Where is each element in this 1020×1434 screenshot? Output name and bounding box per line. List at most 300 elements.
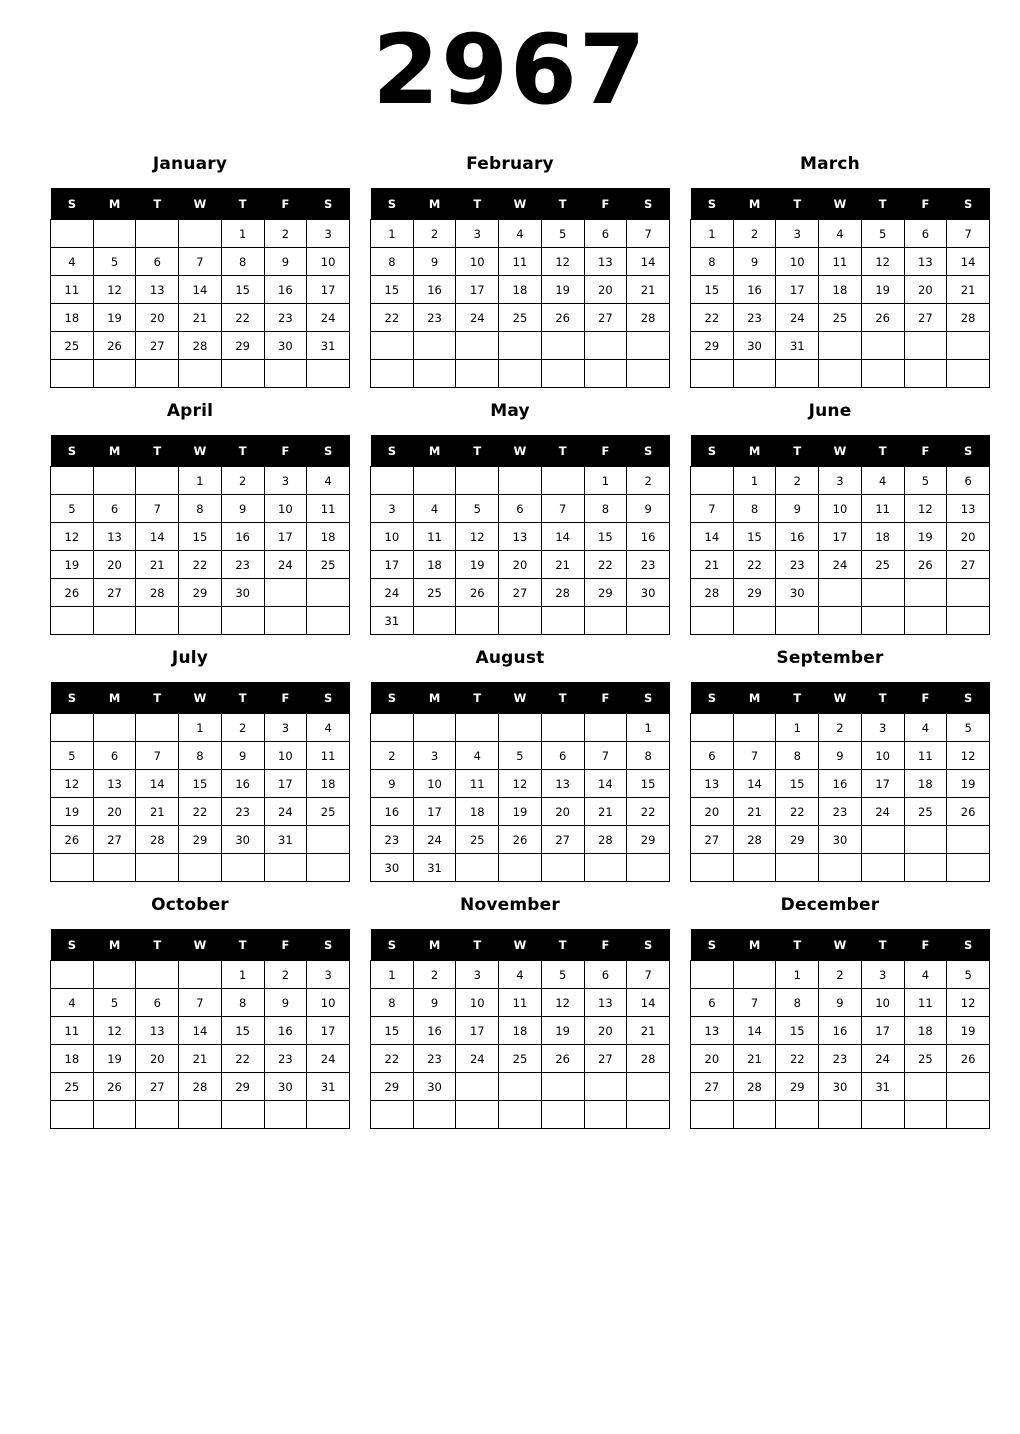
day-cell[interactable]: 29 (221, 1073, 264, 1101)
day-cell[interactable]: 30 (264, 1073, 307, 1101)
day-cell[interactable]: 27 (499, 579, 542, 607)
day-cell[interactable]: 22 (776, 1045, 819, 1073)
day-cell[interactable]: 7 (136, 742, 179, 770)
day-cell[interactable]: 21 (947, 276, 990, 304)
day-cell[interactable]: 16 (819, 1017, 862, 1045)
day-cell[interactable]: 13 (136, 1017, 179, 1045)
day-cell[interactable]: 30 (221, 579, 264, 607)
day-cell[interactable]: 12 (51, 523, 94, 551)
day-cell[interactable]: 1 (691, 220, 734, 248)
day-cell[interactable]: 19 (51, 798, 94, 826)
day-cell[interactable]: 22 (221, 1045, 264, 1073)
day-cell[interactable]: 3 (819, 467, 862, 495)
day-cell[interactable]: 22 (627, 798, 670, 826)
day-cell[interactable]: 5 (93, 248, 136, 276)
day-cell[interactable]: 1 (221, 220, 264, 248)
day-cell[interactable]: 14 (541, 523, 584, 551)
day-cell[interactable]: 7 (179, 989, 222, 1017)
day-cell[interactable]: 13 (584, 989, 627, 1017)
day-cell[interactable]: 30 (776, 579, 819, 607)
day-cell[interactable]: 24 (819, 551, 862, 579)
day-cell[interactable]: 4 (904, 714, 947, 742)
day-cell[interactable]: 8 (371, 989, 414, 1017)
day-cell[interactable]: 6 (93, 495, 136, 523)
day-cell[interactable]: 2 (819, 961, 862, 989)
day-cell[interactable]: 17 (413, 798, 456, 826)
day-cell[interactable]: 2 (776, 467, 819, 495)
day-cell[interactable]: 1 (179, 714, 222, 742)
day-cell[interactable]: 27 (691, 826, 734, 854)
day-cell[interactable]: 8 (776, 742, 819, 770)
day-cell[interactable]: 9 (371, 770, 414, 798)
day-cell[interactable]: 16 (264, 1017, 307, 1045)
day-cell[interactable]: 23 (221, 798, 264, 826)
day-cell[interactable]: 24 (456, 304, 499, 332)
day-cell[interactable]: 31 (307, 1073, 350, 1101)
day-cell[interactable]: 19 (904, 523, 947, 551)
day-cell[interactable]: 17 (861, 770, 904, 798)
day-cell[interactable]: 26 (947, 1045, 990, 1073)
day-cell[interactable]: 14 (136, 770, 179, 798)
day-cell[interactable]: 27 (136, 1073, 179, 1101)
day-cell[interactable]: 9 (776, 495, 819, 523)
day-cell[interactable]: 11 (904, 742, 947, 770)
day-cell[interactable]: 16 (819, 770, 862, 798)
day-cell[interactable]: 18 (904, 1017, 947, 1045)
day-cell[interactable]: 22 (221, 304, 264, 332)
day-cell[interactable]: 12 (51, 770, 94, 798)
day-cell[interactable]: 8 (179, 495, 222, 523)
day-cell[interactable]: 17 (264, 770, 307, 798)
day-cell[interactable]: 11 (904, 989, 947, 1017)
day-cell[interactable]: 15 (691, 276, 734, 304)
day-cell[interactable]: 20 (584, 1017, 627, 1045)
day-cell[interactable]: 10 (819, 495, 862, 523)
day-cell[interactable]: 3 (264, 467, 307, 495)
day-cell[interactable]: 23 (733, 304, 776, 332)
day-cell[interactable]: 21 (179, 304, 222, 332)
day-cell[interactable]: 19 (51, 551, 94, 579)
day-cell[interactable]: 24 (413, 826, 456, 854)
day-cell[interactable]: 26 (51, 826, 94, 854)
day-cell[interactable]: 16 (627, 523, 670, 551)
day-cell[interactable]: 31 (307, 332, 350, 360)
day-cell[interactable]: 12 (541, 989, 584, 1017)
day-cell[interactable]: 27 (584, 1045, 627, 1073)
day-cell[interactable]: 27 (541, 826, 584, 854)
day-cell[interactable]: 8 (221, 989, 264, 1017)
day-cell[interactable]: 1 (584, 467, 627, 495)
day-cell[interactable]: 3 (776, 220, 819, 248)
day-cell[interactable]: 7 (691, 495, 734, 523)
day-cell[interactable]: 27 (691, 1073, 734, 1101)
day-cell[interactable]: 6 (691, 742, 734, 770)
day-cell[interactable]: 9 (264, 248, 307, 276)
day-cell[interactable]: 14 (136, 523, 179, 551)
day-cell[interactable]: 14 (627, 248, 670, 276)
day-cell[interactable]: 10 (861, 742, 904, 770)
day-cell[interactable]: 20 (93, 551, 136, 579)
day-cell[interactable]: 23 (413, 304, 456, 332)
day-cell[interactable]: 17 (456, 276, 499, 304)
day-cell[interactable]: 3 (861, 714, 904, 742)
day-cell[interactable]: 11 (413, 523, 456, 551)
day-cell[interactable]: 8 (371, 248, 414, 276)
day-cell[interactable]: 10 (307, 248, 350, 276)
day-cell[interactable]: 3 (264, 714, 307, 742)
day-cell[interactable]: 9 (413, 248, 456, 276)
day-cell[interactable]: 18 (51, 1045, 94, 1073)
day-cell[interactable]: 18 (499, 1017, 542, 1045)
day-cell[interactable]: 23 (264, 304, 307, 332)
day-cell[interactable]: 6 (499, 495, 542, 523)
day-cell[interactable]: 2 (413, 220, 456, 248)
day-cell[interactable]: 22 (733, 551, 776, 579)
day-cell[interactable]: 29 (691, 332, 734, 360)
day-cell[interactable]: 30 (413, 1073, 456, 1101)
day-cell[interactable]: 21 (584, 798, 627, 826)
day-cell[interactable]: 6 (93, 742, 136, 770)
day-cell[interactable]: 23 (819, 798, 862, 826)
day-cell[interactable]: 5 (93, 989, 136, 1017)
day-cell[interactable]: 19 (456, 551, 499, 579)
day-cell[interactable]: 14 (733, 770, 776, 798)
day-cell[interactable]: 26 (93, 1073, 136, 1101)
day-cell[interactable]: 5 (456, 495, 499, 523)
day-cell[interactable]: 20 (136, 1045, 179, 1073)
day-cell[interactable]: 20 (947, 523, 990, 551)
day-cell[interactable]: 9 (221, 495, 264, 523)
day-cell[interactable]: 18 (904, 770, 947, 798)
day-cell[interactable]: 20 (93, 798, 136, 826)
day-cell[interactable]: 25 (904, 798, 947, 826)
day-cell[interactable]: 3 (456, 220, 499, 248)
day-cell[interactable]: 4 (413, 495, 456, 523)
day-cell[interactable]: 26 (456, 579, 499, 607)
day-cell[interactable]: 10 (776, 248, 819, 276)
day-cell[interactable]: 11 (307, 742, 350, 770)
day-cell[interactable]: 27 (947, 551, 990, 579)
day-cell[interactable]: 4 (456, 742, 499, 770)
day-cell[interactable]: 13 (93, 770, 136, 798)
day-cell[interactable]: 15 (627, 770, 670, 798)
day-cell[interactable]: 15 (371, 276, 414, 304)
day-cell[interactable]: 19 (541, 1017, 584, 1045)
day-cell[interactable]: 13 (947, 495, 990, 523)
day-cell[interactable]: 29 (627, 826, 670, 854)
day-cell[interactable]: 12 (499, 770, 542, 798)
day-cell[interactable]: 19 (499, 798, 542, 826)
day-cell[interactable]: 13 (904, 248, 947, 276)
day-cell[interactable]: 2 (221, 714, 264, 742)
day-cell[interactable]: 4 (499, 961, 542, 989)
day-cell[interactable]: 26 (541, 1045, 584, 1073)
day-cell[interactable]: 25 (904, 1045, 947, 1073)
day-cell[interactable]: 3 (413, 742, 456, 770)
day-cell[interactable]: 28 (584, 826, 627, 854)
day-cell[interactable]: 19 (541, 276, 584, 304)
day-cell[interactable]: 28 (733, 1073, 776, 1101)
day-cell[interactable]: 6 (904, 220, 947, 248)
day-cell[interactable]: 20 (499, 551, 542, 579)
day-cell[interactable]: 7 (627, 961, 670, 989)
day-cell[interactable]: 12 (947, 989, 990, 1017)
day-cell[interactable]: 18 (819, 276, 862, 304)
day-cell[interactable]: 11 (456, 770, 499, 798)
day-cell[interactable]: 18 (51, 304, 94, 332)
day-cell[interactable]: 19 (947, 770, 990, 798)
day-cell[interactable]: 10 (861, 989, 904, 1017)
day-cell[interactable]: 20 (691, 798, 734, 826)
day-cell[interactable]: 13 (499, 523, 542, 551)
day-cell[interactable]: 19 (947, 1017, 990, 1045)
day-cell[interactable]: 25 (413, 579, 456, 607)
day-cell[interactable]: 11 (51, 276, 94, 304)
day-cell[interactable]: 14 (691, 523, 734, 551)
day-cell[interactable]: 26 (93, 332, 136, 360)
day-cell[interactable]: 30 (733, 332, 776, 360)
day-cell[interactable]: 13 (541, 770, 584, 798)
day-cell[interactable]: 23 (819, 1045, 862, 1073)
day-cell[interactable]: 28 (136, 579, 179, 607)
day-cell[interactable]: 25 (499, 304, 542, 332)
day-cell[interactable]: 26 (947, 798, 990, 826)
day-cell[interactable]: 17 (861, 1017, 904, 1045)
day-cell[interactable]: 9 (221, 742, 264, 770)
day-cell[interactable]: 22 (371, 304, 414, 332)
day-cell[interactable]: 15 (776, 770, 819, 798)
day-cell[interactable]: 25 (456, 826, 499, 854)
day-cell[interactable]: 1 (371, 220, 414, 248)
day-cell[interactable]: 30 (627, 579, 670, 607)
day-cell[interactable]: 5 (861, 220, 904, 248)
day-cell[interactable]: 7 (733, 989, 776, 1017)
day-cell[interactable]: 15 (221, 276, 264, 304)
day-cell[interactable]: 3 (861, 961, 904, 989)
day-cell[interactable]: 1 (179, 467, 222, 495)
day-cell[interactable]: 7 (584, 742, 627, 770)
day-cell[interactable]: 12 (861, 248, 904, 276)
day-cell[interactable]: 11 (499, 989, 542, 1017)
day-cell[interactable]: 3 (307, 220, 350, 248)
day-cell[interactable]: 4 (904, 961, 947, 989)
day-cell[interactable]: 5 (541, 220, 584, 248)
day-cell[interactable]: 12 (541, 248, 584, 276)
day-cell[interactable]: 24 (307, 304, 350, 332)
day-cell[interactable]: 2 (264, 220, 307, 248)
day-cell[interactable]: 25 (861, 551, 904, 579)
day-cell[interactable]: 18 (499, 276, 542, 304)
day-cell[interactable]: 6 (136, 989, 179, 1017)
day-cell[interactable]: 11 (499, 248, 542, 276)
day-cell[interactable]: 12 (93, 1017, 136, 1045)
day-cell[interactable]: 26 (499, 826, 542, 854)
day-cell[interactable]: 22 (179, 551, 222, 579)
day-cell[interactable]: 5 (51, 495, 94, 523)
day-cell[interactable]: 21 (136, 798, 179, 826)
day-cell[interactable]: 6 (691, 989, 734, 1017)
day-cell[interactable]: 17 (819, 523, 862, 551)
day-cell[interactable]: 1 (371, 961, 414, 989)
day-cell[interactable]: 29 (179, 826, 222, 854)
day-cell[interactable]: 6 (541, 742, 584, 770)
day-cell[interactable]: 23 (264, 1045, 307, 1073)
day-cell[interactable]: 24 (861, 798, 904, 826)
day-cell[interactable]: 29 (371, 1073, 414, 1101)
day-cell[interactable]: 13 (93, 523, 136, 551)
day-cell[interactable]: 7 (136, 495, 179, 523)
day-cell[interactable]: 10 (456, 989, 499, 1017)
day-cell[interactable]: 20 (541, 798, 584, 826)
day-cell[interactable]: 22 (179, 798, 222, 826)
day-cell[interactable]: 6 (136, 248, 179, 276)
day-cell[interactable]: 7 (947, 220, 990, 248)
day-cell[interactable]: 18 (456, 798, 499, 826)
day-cell[interactable]: 27 (904, 304, 947, 332)
day-cell[interactable]: 25 (819, 304, 862, 332)
day-cell[interactable]: 24 (264, 798, 307, 826)
day-cell[interactable]: 4 (861, 467, 904, 495)
day-cell[interactable]: 27 (93, 826, 136, 854)
day-cell[interactable]: 8 (221, 248, 264, 276)
day-cell[interactable]: 27 (136, 332, 179, 360)
day-cell[interactable]: 26 (541, 304, 584, 332)
day-cell[interactable]: 25 (51, 332, 94, 360)
day-cell[interactable]: 3 (371, 495, 414, 523)
day-cell[interactable]: 13 (691, 770, 734, 798)
day-cell[interactable]: 24 (264, 551, 307, 579)
day-cell[interactable]: 10 (413, 770, 456, 798)
day-cell[interactable]: 20 (904, 276, 947, 304)
day-cell[interactable]: 5 (499, 742, 542, 770)
day-cell[interactable]: 25 (307, 798, 350, 826)
day-cell[interactable]: 30 (819, 1073, 862, 1101)
day-cell[interactable]: 24 (861, 1045, 904, 1073)
day-cell[interactable]: 20 (691, 1045, 734, 1073)
day-cell[interactable]: 15 (776, 1017, 819, 1045)
day-cell[interactable]: 4 (499, 220, 542, 248)
day-cell[interactable]: 28 (136, 826, 179, 854)
day-cell[interactable]: 13 (136, 276, 179, 304)
day-cell[interactable]: 9 (413, 989, 456, 1017)
day-cell[interactable]: 9 (819, 742, 862, 770)
day-cell[interactable]: 2 (264, 961, 307, 989)
day-cell[interactable]: 31 (861, 1073, 904, 1101)
day-cell[interactable]: 23 (413, 1045, 456, 1073)
day-cell[interactable]: 16 (413, 276, 456, 304)
day-cell[interactable]: 4 (307, 714, 350, 742)
day-cell[interactable]: 1 (776, 961, 819, 989)
day-cell[interactable]: 15 (221, 1017, 264, 1045)
day-cell[interactable]: 12 (456, 523, 499, 551)
day-cell[interactable]: 2 (221, 467, 264, 495)
day-cell[interactable]: 5 (51, 742, 94, 770)
day-cell[interactable]: 19 (93, 1045, 136, 1073)
day-cell[interactable]: 14 (179, 1017, 222, 1045)
day-cell[interactable]: 25 (499, 1045, 542, 1073)
day-cell[interactable]: 23 (221, 551, 264, 579)
day-cell[interactable]: 25 (307, 551, 350, 579)
day-cell[interactable]: 7 (541, 495, 584, 523)
day-cell[interactable]: 6 (584, 961, 627, 989)
day-cell[interactable]: 29 (221, 332, 264, 360)
day-cell[interactable]: 21 (136, 551, 179, 579)
day-cell[interactable]: 10 (307, 989, 350, 1017)
day-cell[interactable]: 17 (371, 551, 414, 579)
day-cell[interactable]: 24 (307, 1045, 350, 1073)
day-cell[interactable]: 10 (456, 248, 499, 276)
day-cell[interactable]: 7 (733, 742, 776, 770)
day-cell[interactable]: 26 (904, 551, 947, 579)
day-cell[interactable]: 16 (733, 276, 776, 304)
day-cell[interactable]: 21 (627, 1017, 670, 1045)
day-cell[interactable]: 30 (221, 826, 264, 854)
day-cell[interactable]: 13 (691, 1017, 734, 1045)
day-cell[interactable]: 15 (371, 1017, 414, 1045)
day-cell[interactable]: 23 (371, 826, 414, 854)
day-cell[interactable]: 23 (776, 551, 819, 579)
day-cell[interactable]: 31 (371, 607, 414, 635)
day-cell[interactable]: 26 (51, 579, 94, 607)
day-cell[interactable]: 1 (627, 714, 670, 742)
day-cell[interactable]: 31 (413, 854, 456, 882)
day-cell[interactable]: 17 (264, 523, 307, 551)
day-cell[interactable]: 18 (307, 770, 350, 798)
day-cell[interactable]: 6 (584, 220, 627, 248)
day-cell[interactable]: 3 (456, 961, 499, 989)
day-cell[interactable]: 17 (307, 1017, 350, 1045)
day-cell[interactable]: 5 (904, 467, 947, 495)
day-cell[interactable]: 21 (733, 798, 776, 826)
day-cell[interactable]: 9 (627, 495, 670, 523)
day-cell[interactable]: 5 (947, 961, 990, 989)
day-cell[interactable]: 21 (541, 551, 584, 579)
day-cell[interactable]: 23 (627, 551, 670, 579)
day-cell[interactable]: 15 (179, 770, 222, 798)
day-cell[interactable]: 16 (221, 523, 264, 551)
day-cell[interactable]: 4 (51, 248, 94, 276)
day-cell[interactable]: 27 (584, 304, 627, 332)
day-cell[interactable]: 27 (93, 579, 136, 607)
day-cell[interactable]: 17 (776, 276, 819, 304)
day-cell[interactable]: 24 (371, 579, 414, 607)
day-cell[interactable]: 28 (627, 1045, 670, 1073)
day-cell[interactable]: 18 (861, 523, 904, 551)
day-cell[interactable]: 4 (819, 220, 862, 248)
day-cell[interactable]: 3 (307, 961, 350, 989)
day-cell[interactable]: 28 (627, 304, 670, 332)
day-cell[interactable]: 14 (733, 1017, 776, 1045)
day-cell[interactable]: 10 (264, 742, 307, 770)
day-cell[interactable]: 16 (371, 798, 414, 826)
day-cell[interactable]: 29 (584, 579, 627, 607)
day-cell[interactable]: 21 (691, 551, 734, 579)
day-cell[interactable]: 19 (93, 304, 136, 332)
day-cell[interactable]: 17 (456, 1017, 499, 1045)
day-cell[interactable]: 11 (307, 495, 350, 523)
day-cell[interactable]: 31 (264, 826, 307, 854)
day-cell[interactable]: 17 (307, 276, 350, 304)
day-cell[interactable]: 28 (691, 579, 734, 607)
day-cell[interactable]: 14 (627, 989, 670, 1017)
day-cell[interactable]: 1 (733, 467, 776, 495)
day-cell[interactable]: 28 (179, 332, 222, 360)
day-cell[interactable]: 16 (413, 1017, 456, 1045)
day-cell[interactable]: 8 (691, 248, 734, 276)
day-cell[interactable]: 11 (819, 248, 862, 276)
day-cell[interactable]: 8 (776, 989, 819, 1017)
day-cell[interactable]: 5 (541, 961, 584, 989)
